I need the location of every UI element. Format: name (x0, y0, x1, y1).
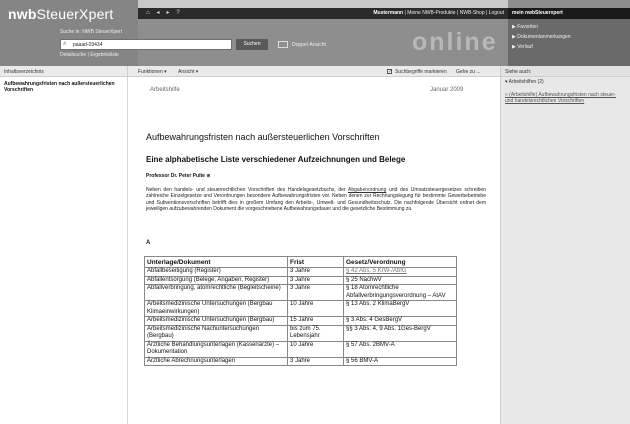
period-cell: 3 Jahre (288, 357, 344, 366)
toc-panel (0, 77, 128, 424)
law-cell: § 18 Atomrechtliche Abfallverbringungsverordnung – AtAV (344, 285, 457, 301)
period-cell: 10 Jahre (288, 301, 344, 317)
see-also-panel (500, 77, 630, 424)
abgabenordnung-link[interactable]: Abgabenordnung (347, 187, 387, 193)
nav-strip (138, 0, 508, 8)
user-name[interactable]: Mustermann (373, 10, 404, 16)
period-cell: bis zum 75. Lebensjahr (288, 325, 344, 341)
document-title: Aufbewahrungsfristen nach außersteuerlichen Vorschriften (146, 132, 380, 142)
period-cell: 3 Jahre (288, 285, 344, 301)
top-links[interactable]: Mustermann | Meine NWB-Produkte | NWB-Shop | Logout (373, 10, 504, 16)
table-row (145, 341, 457, 357)
document-notes-link[interactable]: ▶ Dokumentanmerkungen (512, 34, 571, 40)
table-row (145, 325, 457, 341)
period-cell: 3 Jahre (288, 276, 344, 285)
table-row (145, 301, 457, 317)
document-cell: Ärztliche Abrechnungsunterlagen (145, 357, 288, 366)
mein-nwb-title: mein nwbSteuerxpert (508, 8, 630, 19)
document-view (128, 77, 500, 424)
document-cell: Arbeitsmedizinische Untersuchungen (Bergbau Klimaeinwirkungen) (145, 301, 288, 317)
document-date: Januar 2009 (430, 87, 464, 93)
column-header: Unterlage/Dokument (145, 257, 288, 268)
table-row (145, 285, 457, 301)
favorites-link[interactable]: ▶ Favoriten (512, 24, 539, 30)
document-toolbar (128, 66, 500, 77)
column-header: Gesetz/Verordnung (344, 257, 457, 268)
help-icon[interactable]: ? (176, 10, 180, 16)
mein-nwb-panel (508, 8, 630, 66)
top-bar (138, 8, 508, 19)
author-info-icon[interactable]: ⊕ (206, 173, 211, 179)
law-cell: §§ 3 Abs. 4, 9 Abs. 1Ges-BergV (344, 325, 457, 341)
document-cell: Ärztliche Behandlungsunterlagen (Kassenärzte) – Dokumentation (145, 341, 288, 357)
law-cell: § 13 Abs. 2 KlimaBergV (344, 301, 457, 317)
law-cell: § 56 BMV-A (344, 357, 457, 366)
document-type: Arbeitshilfe (150, 87, 180, 93)
see-also-header: Siehe auch: (500, 66, 630, 77)
document-cell: Arbeitsmedizinische Untersuchungen (Bergbau) (145, 317, 288, 326)
retention-table (144, 256, 457, 366)
table-row (145, 268, 457, 277)
document-cell: Arbeitsmedizinische Nachuntersuchungen (Bergbau) (145, 325, 288, 341)
law-cell: § 3 Abs. 4 GesBergV (344, 317, 457, 326)
highlight-terms-label: Suchbegriffe markieren (395, 69, 447, 75)
period-cell: 15 Jahre (288, 317, 344, 326)
document-cell: Abfallverbringung, atomrechtliche (Begleitscheine) (145, 285, 288, 301)
home-icon[interactable]: ⌂ (146, 10, 150, 16)
highlight-terms-checkbox[interactable]: ✓ (388, 69, 393, 75)
dual-view-link[interactable]: Doppel-Ansicht (292, 42, 326, 48)
document-intro: Neben den handels- und steuerrechtlichen Vorschriften des Handelsgesetzbuchs, der Abgabenordnung und des Umsatzsteuergesetzes schreiben zahlreiche Einzelgesetze und Verordnungen besondere Aufbewahrungsfristen vor. Neben denen zur Rechnungslegung für bestimmte Gewerbebetriebe und Subventionsvorschriften betrifft dies in großem Umfang den Arbeits-, Umwelt- und Gesundheitsschutz. Die nachfolgende Übersicht ordnet dem jeweiligen aufzubewahrenden Dokument die vorgeschriebene Aufbewahrungsdauer und die gesetzliche Bestimmung zu. (146, 187, 486, 212)
law-cell: § 57 Abs. 2BMV-A (344, 341, 457, 357)
worksheets-group[interactable]: ▾ Arbeitshilfen (2) (505, 79, 544, 85)
history-link[interactable]: ▶ Verlauf (512, 44, 533, 50)
search-links[interactable]: Detailsuche | Ergebnisliste (60, 52, 119, 58)
table-row (145, 357, 457, 366)
dual-view-icon[interactable] (278, 41, 288, 48)
search-icon: ⌕ (63, 41, 67, 47)
period-cell: 3 Jahre (288, 268, 344, 277)
related-worksheet-link[interactable]: » (Arbeitshilfe) Aufbewahrungsfristen nach steuer- und handelsrechtlichen Vorschriften (505, 92, 616, 104)
online-wordmark: online (412, 28, 498, 56)
app-logo[interactable]: nwbSteuerXpert (8, 6, 114, 22)
search-button[interactable]: Suchen (236, 39, 268, 50)
table-row (145, 276, 457, 285)
column-header: Frist (288, 257, 344, 268)
goto-select[interactable]: Gehe zu ... (456, 69, 481, 75)
toc-item[interactable]: Aufbewahrungsfristen nach außersteuerlichen Vorschriften (4, 81, 115, 93)
section-letter: A (146, 240, 151, 246)
period-cell: 10 Jahre (288, 341, 344, 357)
table-header-row (145, 257, 457, 268)
forward-icon[interactable]: ▸ (166, 10, 170, 16)
table-row (145, 317, 457, 326)
back-icon[interactable]: ◂ (156, 10, 160, 16)
view-menu[interactable]: Ansicht ▾ (178, 69, 199, 75)
functions-menu[interactable]: Funktionen ▾ (138, 69, 167, 75)
search-input[interactable] (60, 39, 232, 50)
law-link-cell[interactable]: § 42 Abs. 5 KrW-/AbfG (344, 268, 457, 277)
document-cell: Abfallbeseitigung (Register) (145, 268, 288, 277)
law-cell: § 25 NachwV (344, 276, 457, 285)
document-subtitle: Eine alphabetische Liste verschiedener Aufzeichnungen und Belege (146, 155, 406, 164)
document-author: Professor Dr. Peter Pulte ⊕ (146, 173, 211, 179)
toc-header: Inhaltsverzeichnis (0, 66, 128, 77)
document-cell: Abfallentsorgung (Belege, Angaben, Register) (145, 276, 288, 285)
search-scope-label: Suche in: NWB SteuerXpert (60, 29, 122, 35)
